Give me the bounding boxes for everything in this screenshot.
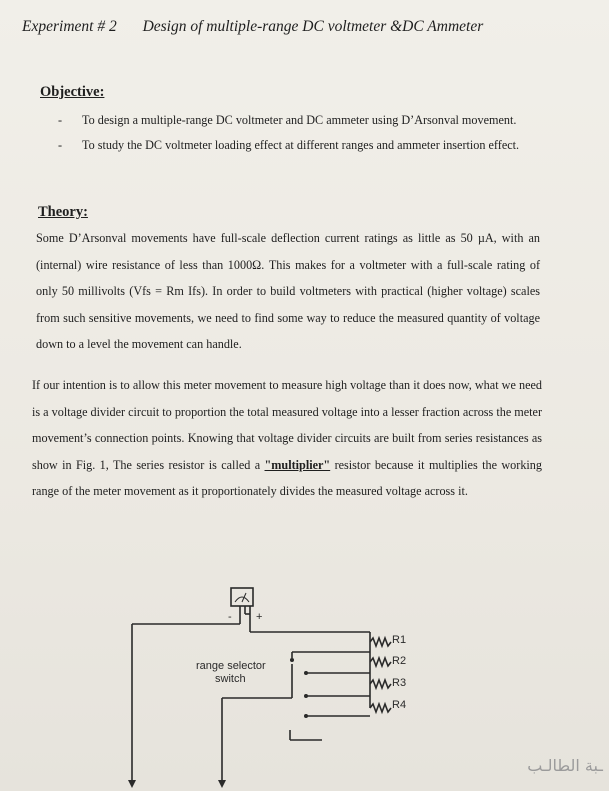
resistor-label-r4: R4 (392, 699, 407, 711)
multiplier-term: "multiplier" (264, 457, 331, 472)
objective-item (58, 108, 538, 133)
watermark-text: ـبة الطالـب (527, 756, 603, 775)
paragraph-text: resistor because it multiplies the working range of the meter movement as it proportionately divides the measured voltage across it. (32, 457, 542, 498)
meter-plus-label: + (256, 611, 263, 623)
objective-item (58, 133, 538, 158)
bullet-dash: - (58, 113, 63, 127)
theory-paragraph-2 (32, 372, 542, 505)
resistor-label-r2: R2 (392, 655, 407, 667)
bullet-dash: - (58, 138, 63, 152)
objective-text: To study the DC voltmeter loading effect at different ranges and ammeter insertion effect. (82, 138, 520, 152)
objective-list (58, 108, 538, 158)
experiment-number: Experiment # 2 (22, 18, 117, 35)
resistor-label-r1: R1 (392, 634, 407, 646)
voltmeter-circuit-figure (0, 580, 609, 791)
experiment-title: Design of multiple-range DC voltmeter &DC Ammeter (142, 18, 484, 35)
resistor-r1 (370, 638, 391, 646)
resistor-r2 (370, 658, 391, 666)
switch-label-2: switch (215, 673, 246, 685)
theory-paragraph-1: Some D’Arsonval movements have full-scale deflection current ratings as little as 50 µA, with an (internal) wire resistance of less than 1000Ω. This makes for a voltmeter with a full-scale rating of only 50 millivolts (Vfs = Rm Ifs). In order to build voltmeters with practical (higher voltage) scales from such sensitive movements, we need to find some way to reduce the measured quantity of voltage down to a level the movement can handle. (36, 231, 540, 351)
resistor-r3 (370, 680, 391, 688)
objective-heading: Objective: (40, 84, 105, 100)
resistor-r4 (370, 704, 391, 712)
theory-heading: Theory: (38, 204, 88, 220)
paragraph-text: If our intention is to allow this meter movement to measure high voltage than it does now, what we need is a voltage divider circuit to proportion the total measured voltage into a lesser fraction across the meter movement’s connection points. Knowing that voltage divider circuits are built from series resistances as show in Fig. 1, The series resistor is called a (32, 378, 543, 472)
meter-minus-label: - (228, 611, 232, 623)
objective-text: To design a multiple-range DC voltmeter and DC ammeter using D’Arsonval movement. (82, 113, 517, 127)
switch-label-1: range selector (196, 660, 266, 672)
experiment-header (22, 18, 592, 36)
resistor-label-r3: R3 (392, 677, 407, 689)
